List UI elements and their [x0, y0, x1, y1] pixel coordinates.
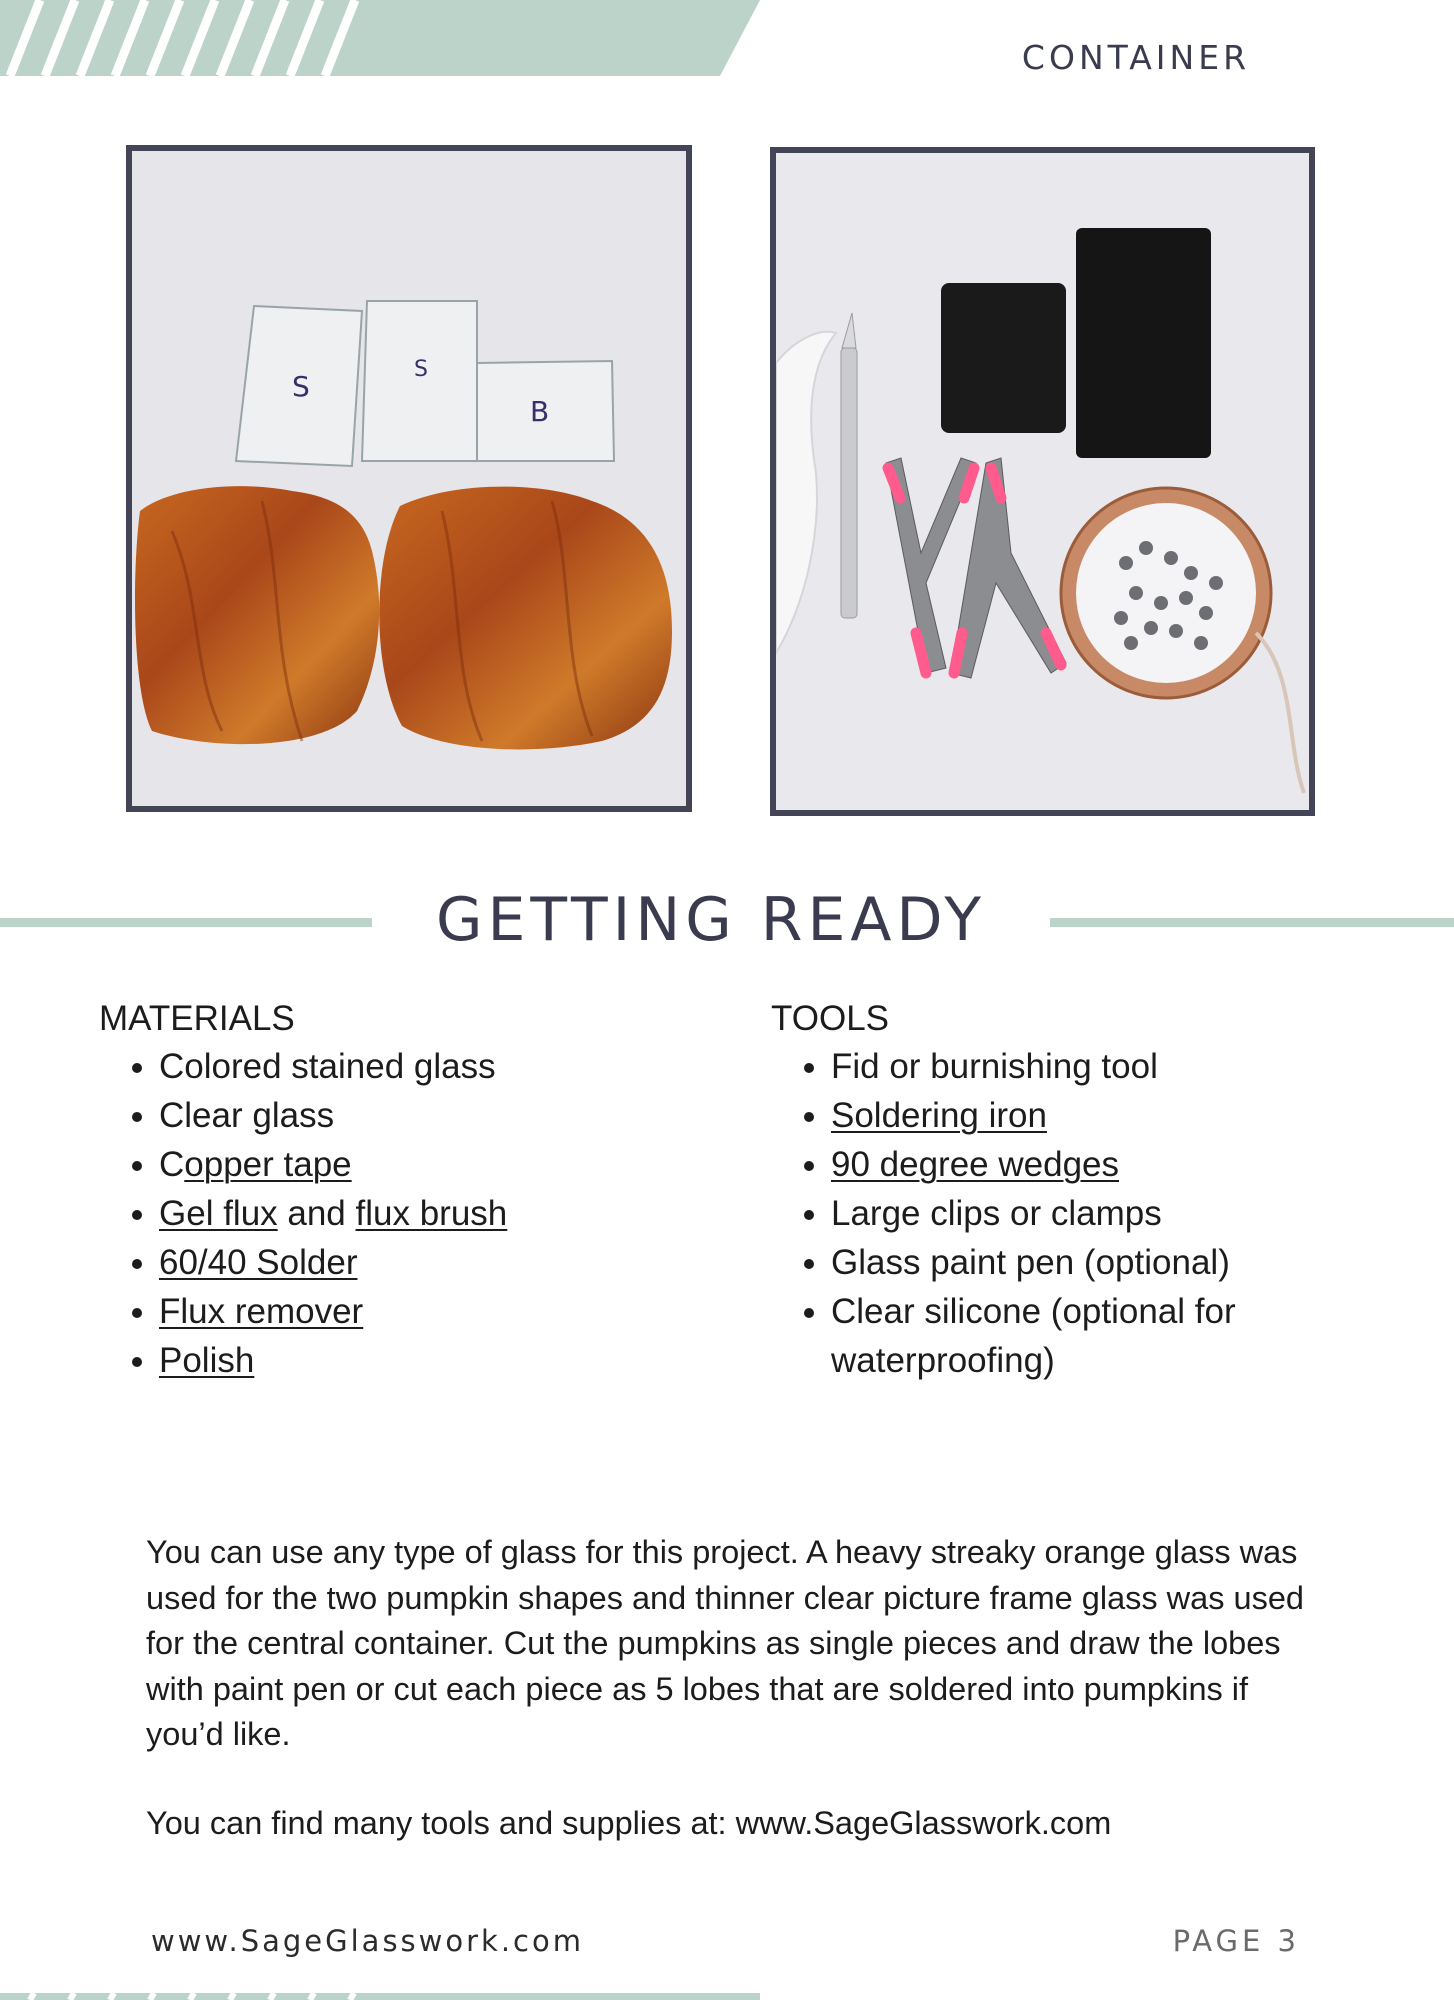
tools-item-link[interactable]: 90 degree wedges: [831, 1145, 1119, 1184]
section-label: CONTAINER: [1021, 38, 1250, 77]
pumpkin-glass-piece: [379, 487, 672, 750]
section-rule: [1050, 918, 1454, 927]
materials-item: [159, 1336, 719, 1385]
tools-item: [831, 1140, 1391, 1189]
tools-item-text: Clear silicone (optional for waterproofing): [831, 1292, 1236, 1380]
materials-item-text: Colored stained glass: [159, 1047, 496, 1086]
footer-website[interactable]: www.SageGlasswork.com: [151, 1924, 584, 1958]
materials-item-link[interactable]: 60/40 Solder: [159, 1243, 358, 1282]
materials-item: [159, 1042, 719, 1091]
pumpkin-glass-piece: [135, 486, 379, 744]
materials-item: [159, 1238, 719, 1287]
foam-wedge-block: [1076, 228, 1211, 458]
materials-item-link[interactable]: opper tape: [184, 1145, 352, 1184]
materials-item-text: and: [277, 1194, 356, 1233]
materials-column: [99, 999, 719, 1385]
supplies-note: You can find many tools and supplies at: www.SageGlasswork.com: [146, 1805, 1112, 1841]
tools-item: [831, 1091, 1391, 1140]
foam-wedge-block: [941, 283, 1066, 433]
project-note: You can use any type of glass for this project. A heavy streaky orange glass was used for the two pumpkin shapes and thinner clear picture frame glass was used for the central container. Cut the pumpkins as single pieces and draw the lobes with paint pen or cut each piece as 5 lobes that are soldered into pumpkins if you’d like.: [146, 1534, 1304, 1752]
materials-item-link[interactable]: flux brush: [355, 1194, 508, 1233]
materials-heading: MATERIALS: [99, 999, 295, 1038]
glass-label: S: [292, 370, 310, 403]
materials-item-link[interactable]: Gel flux: [159, 1194, 278, 1233]
tools-item-link[interactable]: Soldering iron: [831, 1096, 1047, 1135]
footer-stripe-band: [0, 1993, 760, 2000]
glass-label: B: [530, 395, 550, 428]
materials-item-text: C: [159, 1145, 185, 1184]
materials-item-text: Clear glass: [159, 1096, 335, 1135]
tools-item-text: Glass paint pen (optional): [831, 1243, 1230, 1282]
materials-list: [99, 1042, 719, 1385]
section-rule: [0, 918, 372, 927]
materials-item: [159, 1287, 719, 1336]
tools-item: [831, 1287, 1391, 1385]
tools-item: [831, 1238, 1391, 1287]
glass-label: S: [414, 357, 428, 382]
tools-item-text: Large clips or clamps: [831, 1194, 1162, 1233]
tools-item: [831, 1189, 1391, 1238]
tools-photo: [770, 147, 1315, 816]
tools-item: [831, 1042, 1391, 1091]
tools-item-text: Fid or burnishing tool: [831, 1047, 1158, 1086]
materials-item: [159, 1091, 719, 1140]
materials-item: [159, 1189, 719, 1238]
page-number: PAGE 3: [1172, 1924, 1300, 1958]
materials-item: [159, 1140, 719, 1189]
section-title: GETTING READY: [435, 885, 986, 955]
tools-list: [771, 1042, 1391, 1385]
craft-knife: [841, 348, 857, 618]
tools-column: [771, 999, 1391, 1385]
materials-item-link[interactable]: Flux remover: [159, 1292, 364, 1331]
materials-item-link[interactable]: Polish: [159, 1341, 255, 1380]
materials-photo: [126, 145, 692, 812]
header-stripe-band: [0, 0, 760, 76]
tools-heading: TOOLS: [771, 999, 890, 1038]
